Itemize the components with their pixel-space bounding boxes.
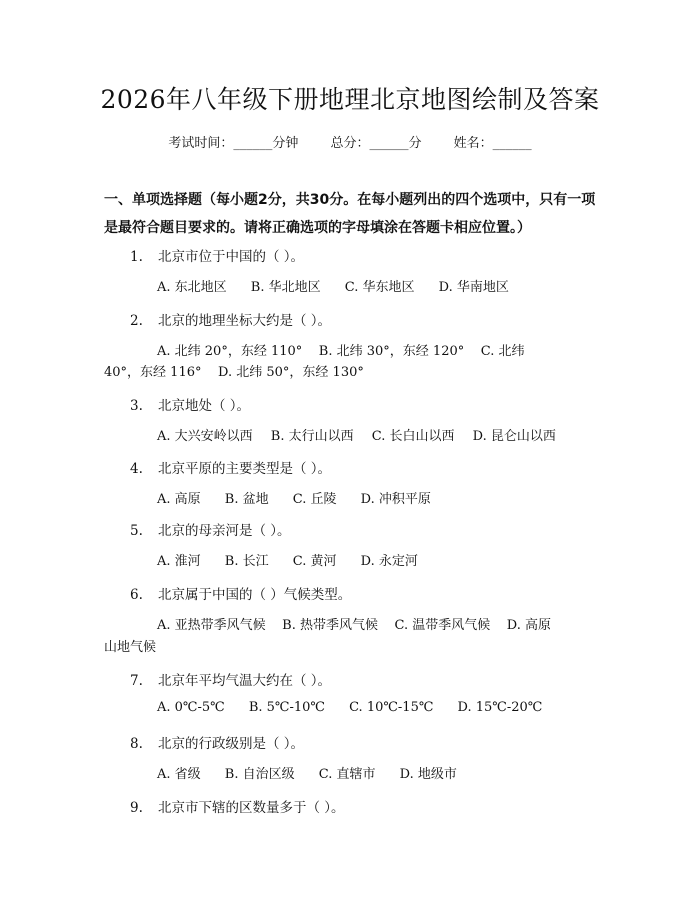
option-d: D. 昆仑山以西 xyxy=(472,429,556,444)
option-a: A. 大兴安岭以西 xyxy=(157,429,253,444)
question-text: 北京市位于中国的（ ）。 xyxy=(158,249,305,265)
option-a: A. 东北地区 xyxy=(157,280,227,295)
option-b: B. 华北地区 xyxy=(250,280,321,295)
question-8-options xyxy=(157,763,477,782)
option-d: D. 15℃-20℃ xyxy=(457,700,543,715)
question-number: 9. xyxy=(130,800,143,816)
question-number: 8. xyxy=(130,736,143,752)
question-6 xyxy=(130,583,351,603)
question-1-options xyxy=(157,276,529,295)
question-2 xyxy=(130,309,331,329)
question-number: 7. xyxy=(130,673,143,689)
question-text: 北京的母亲河是（ ）。 xyxy=(158,523,291,539)
question-2-options-line-1: A. 北纬 20°，东经 110° B. 北纬 30°，东经 120° C. 北纬 xyxy=(157,344,525,359)
option-a: A. 高原 xyxy=(157,492,201,507)
exam-meta xyxy=(0,132,700,151)
question-text: 北京年平均气温大约在（ ）。 xyxy=(158,673,332,689)
total-score: 总分：______分 xyxy=(330,136,422,151)
question-3 xyxy=(130,394,250,414)
option-c: C. 直辖市 xyxy=(318,767,376,782)
question-7-options xyxy=(157,700,562,715)
section-heading: 一、单项选择题（每小题2分，共30分。在每小题列出的四个选项中，只有一项是最符合题目要求的。请将正确选项的字母填涂在答题卡相应位置。） xyxy=(104,192,596,236)
option-c: C. 10℃-15℃ xyxy=(349,700,434,715)
question-number: 1. xyxy=(130,249,143,265)
question-number: 3. xyxy=(130,398,143,414)
question-4-options xyxy=(157,488,451,507)
option-a: A. 淮河 xyxy=(157,554,201,569)
question-number: 6. xyxy=(130,587,143,603)
question-6-options-line-1: A. 亚热带季风气候 B. 热带季风气候 C. 温带季风气候 D. 高原 xyxy=(157,618,552,633)
question-9 xyxy=(130,796,345,816)
option-d: D. 永定河 xyxy=(360,554,418,569)
option-d: D. 地级市 xyxy=(399,767,457,782)
question-6-options-line-2: 山地气候 xyxy=(104,640,157,655)
option-b: B. 自治区级 xyxy=(224,767,295,782)
question-8 xyxy=(130,732,304,752)
option-a: A. 省级 xyxy=(157,767,201,782)
question-text: 北京市下辖的区数量多于（ ）。 xyxy=(158,800,345,816)
question-7 xyxy=(130,669,331,689)
exam-time: 考试时间：______分钟 xyxy=(168,136,299,151)
question-text: 北京平原的主要类型是（ ）。 xyxy=(158,461,332,477)
question-number: 5. xyxy=(130,523,143,539)
option-a: A. 0℃-5℃ xyxy=(157,700,225,715)
question-number: 4. xyxy=(130,461,143,477)
option-b: B. 5℃-10℃ xyxy=(248,700,325,715)
question-text: 北京的地理坐标大约是（ ）。 xyxy=(158,313,332,329)
option-b: B. 太行山以西 xyxy=(270,429,354,444)
option-b: B. 长江 xyxy=(224,554,269,569)
option-d: D. 华南地区 xyxy=(438,280,509,295)
option-d: D. 冲积平原 xyxy=(360,492,431,507)
option-c: C. 黄河 xyxy=(292,554,337,569)
question-text: 北京地处（ ）。 xyxy=(158,398,251,414)
option-c: C. 华东地区 xyxy=(344,280,415,295)
option-c: C. 长白山以西 xyxy=(371,429,455,444)
question-5-options xyxy=(157,550,438,569)
question-5 xyxy=(130,519,291,539)
question-2-options-line-2: 40°，东经 116° D. 北纬 50°，东经 130° xyxy=(104,365,364,380)
question-text: 北京的行政级别是（ ）。 xyxy=(158,736,305,752)
question-4 xyxy=(130,457,331,477)
student-name: 姓名：______ xyxy=(453,136,532,151)
option-b: B. 盆地 xyxy=(224,492,269,507)
question-1 xyxy=(130,245,304,265)
question-number: 2. xyxy=(130,313,143,329)
question-text: 北京属于中国的（ ）气候类型。 xyxy=(158,587,352,603)
question-3-options xyxy=(157,425,570,444)
page-title: 2026年八年级下册地理北京地图绘制及答案 xyxy=(100,85,600,114)
option-c: C. 丘陵 xyxy=(292,492,337,507)
